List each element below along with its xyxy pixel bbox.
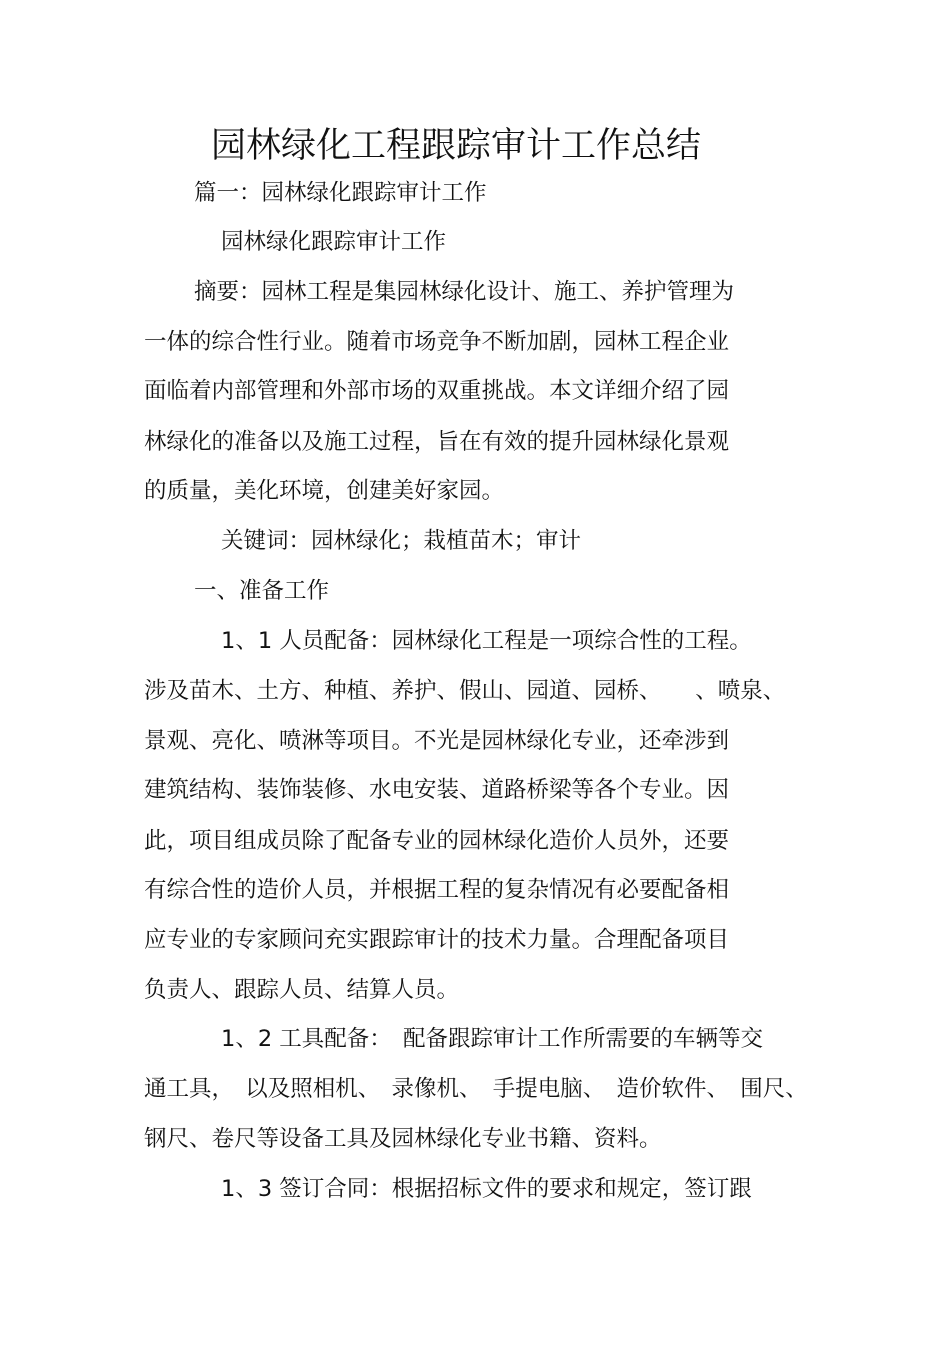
document-title: 园林绿化工程跟踪审计工作总结 [210,126,701,166]
paragraph-1-1-line-1: 1、1 人员配备：园林绿化工程是一项综合性的工程。 [221,628,752,654]
section-heading-part-one: 篇一：园林绿化跟踪审计工作 [194,180,487,206]
paragraph-1-1-line-2: 涉及苗木、土方、种植、养护、假山、园道、园桥、 、喷泉、 [144,678,786,704]
section-heading-preparation: 一、准备工作 [194,578,330,604]
paragraph-1-3-line-1: 1、3 签订合同：根据招标文件的要求和规定，签订跟 [221,1176,752,1202]
paragraph-1-1-line-3: 景观、亮化、喷淋等项目。不光是园林绿化专业，还牵涉到 [144,728,730,754]
article-subtitle: 园林绿化跟踪审计工作 [221,229,447,255]
paragraph-1-1-line-8: 负责人、跟踪人员、结算人员。 [144,977,460,1003]
paragraph-1-2-line-2: 通工具， 以及照相机、 录像机、 手提电脑、 造价软件、 围尺、 [144,1076,808,1102]
keywords-line: 关键词：园林绿化；栽植苗木；审计 [221,528,582,554]
paragraph-1-1-line-6: 有综合性的造价人员，并根据工程的复杂情况有必要配备相 [144,877,730,903]
paragraph-1-2-line-1: 1、2 工具配备： 配备跟踪审计工作所需要的车辆等交 [221,1026,764,1052]
abstract-line-5: 的质量，美化环境，创建美好家园。 [144,478,505,504]
paragraph-1-1-line-7: 应专业的专家顾问充实跟踪审计的技术力量。合理配备项目 [144,927,730,953]
paragraph-1-2-line-3: 钢尺、卷尺等设备工具及园林绿化专业书籍、资料。 [144,1126,662,1152]
abstract-line-1: 摘要：园林工程是集园林绿化设计、施工、养护管理为 [194,279,735,305]
abstract-line-4: 林绿化的准备以及施工过程，旨在有效的提升园林绿化景观 [144,429,730,455]
paragraph-1-1-line-4: 建筑结构、装饰装修、水电安装、道路桥梁等各个专业。因 [144,777,730,803]
abstract-line-2: 一体的综合性行业。随着市场竞争不断加剧，园林工程企业 [144,329,730,355]
abstract-line-3: 面临着内部管理和外部市场的双重挑战。本文详细介绍了园 [144,378,730,404]
paragraph-1-1-line-5: 此，项目组成员除了配备专业的园林绿化造价人员外，还要 [144,828,730,854]
